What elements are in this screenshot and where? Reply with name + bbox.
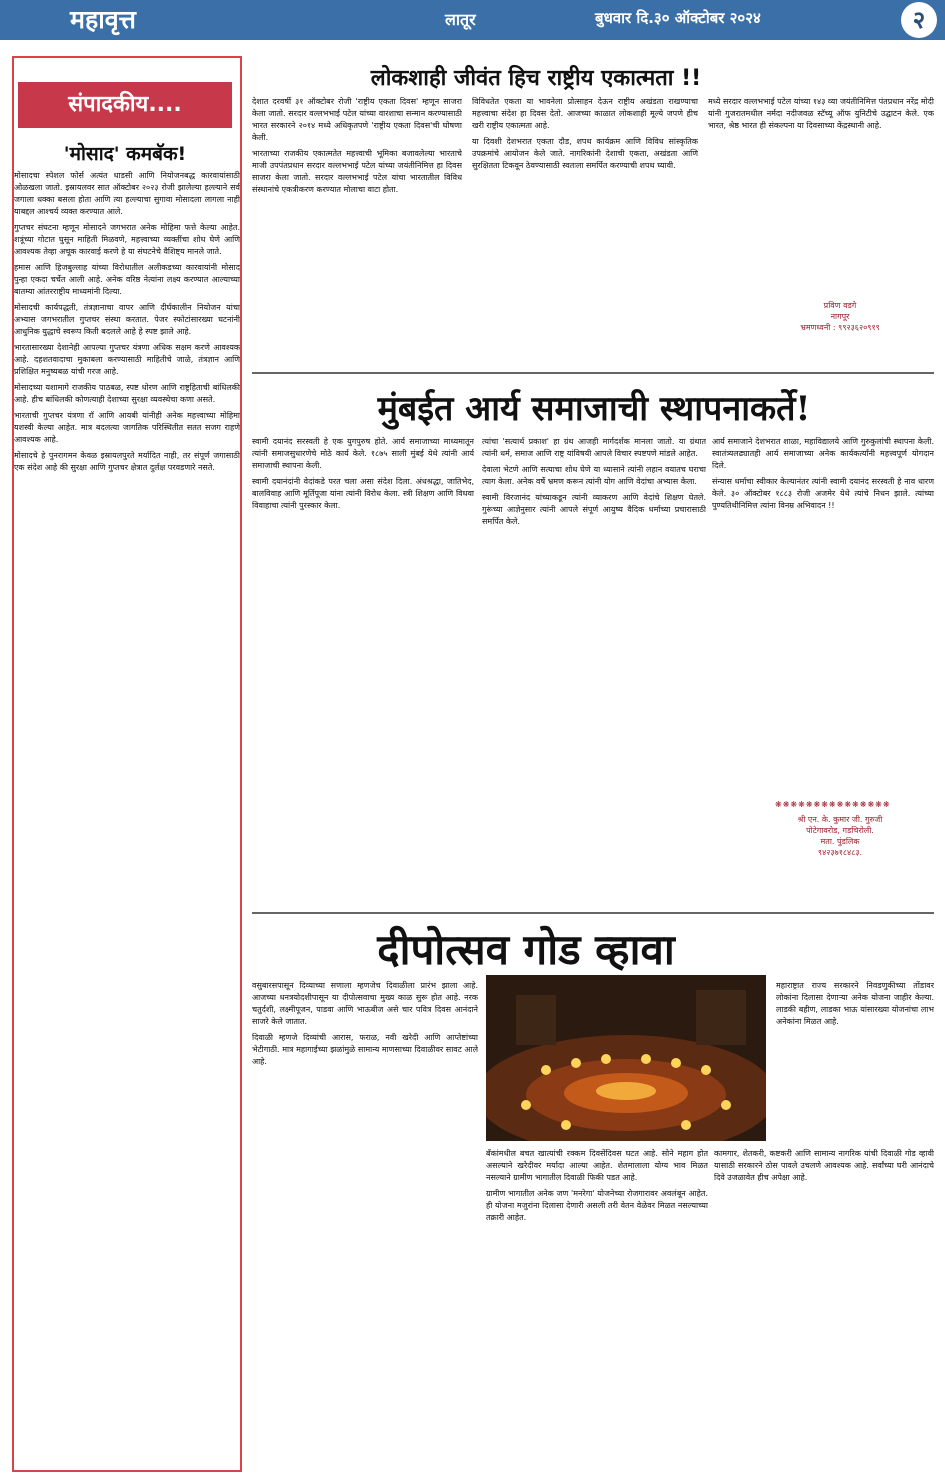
article3-paragraph: महाराष्ट्रात राज्य सरकारने निवडणुकीच्या तोंडावर लोकांना दिलासा देणाऱ्या अनेक योजना जाहीर केल्या. लाडकी बहीण, लाडका भाऊ यांसारख्या योजनांचा लाभ अनेकांना मिळत आहे. <box>776 981 934 1026</box>
article1-paragraph: देशात दरवर्षी ३१ ऑक्टोबर रोजी 'राष्ट्रीय एकता दिवस' म्हणून साजरा केला जातो. सरदार वल्लभभाई पटेल यांच्या वारशाचा सन्मान करण्यासाठी भारत सरकारने २०१४ मध्ये अधिकृतपणे 'राष्ट्रीय एकता दिवस'ची घोषणा केली. <box>252 97 462 142</box>
edition-date: बुधवार दि.३० ऑक्टोबर २०२४ <box>595 9 761 27</box>
article1-column <box>472 96 698 358</box>
article2-column <box>252 436 474 906</box>
article2-paragraph: स्वामी दयानंदांनी वेदांकडे परत चला असा संदेश दिला. अंधश्रद्धा, जातिभेद, बालविवाह आणि मूर्तिपूजा यांना त्यांनी विरोध केला. स्त्री शिक्षण आणि विधवा विवाहाचा त्यांनी पुरस्कार केला. <box>252 477 474 510</box>
article2-author: श्री एन. के. कुमार जी. गुरुजी <box>797 815 883 824</box>
article2-paragraph: स्वामी विरजानंद यांच्याकडून त्यांनी व्याकरण आणि वेदांचे शिक्षण घेतले. गुरूंच्या आज्ञेनुसार त्यांनी आपले संपूर्ण आयुष्य वैदिक धर्माच्या प्रचारासाठी समर्पित केले. <box>482 493 706 526</box>
article1-place: नागपूर <box>830 312 850 321</box>
article2-paragraph: स्वामी दयानंद सरस्वती हे एक युगपुरुष होते. आर्य समाजाच्या माध्यमातून त्यांनी समाजसुधारणेचे मोठे कार्य केले. १८७५ साली मुंबई येथे त्यांनी आर्य समाजाची स्थापना केली. <box>252 437 474 470</box>
article3-column <box>714 1148 934 1470</box>
article2-district: मता. पुंडलिक <box>820 837 860 846</box>
section-divider <box>252 912 934 914</box>
article3-paragraph: ग्रामीण भागातील अनेक जण 'मनरेगा' योजनेच्या रोजगारावर अवलंबून आहेत. ही योजना मजुरांना दिलासा देणारी असली तरी वेतन वेळेवर मिळत नसल्याच्या तक्रारी आहेत. <box>486 1189 708 1222</box>
article3-paragraph: बँकांमधील बचत खात्यांची रक्कम दिवसेंदिवस घटत आहे. सोने महाग होत असल्याने खरेदीवर मर्यादा आल्या आहेत. शेतमालाला योग्य भाव मिळत नसल्याने ग्रामीण भागातील दिवाळी फिकी पडत आहे. <box>486 1149 708 1182</box>
masthead <box>0 0 945 42</box>
article3-column <box>486 1148 708 1470</box>
article1-author: प्रविण वडगे <box>823 301 857 310</box>
article2-phone: ९४२३७१८४८३. <box>817 848 863 857</box>
article3-column <box>252 980 478 1470</box>
article1-column <box>252 96 462 358</box>
editorial-paragraph: गुप्तचर संघटना म्हणून मोसादने जगभरात अनेक मोहिमा फत्ते केल्या आहेत. शत्रूंच्या गोटात घुसून माहिती मिळवणे, महत्त्वाच्या व्यक्तींचा शोध घेणे आणि आवश्यक तेव्हा अचूक कारवाई करणे हे या संघटनेचे वैशिष्ट्य मानले जाते. <box>14 223 240 256</box>
article2-headline: मुंबईत आर्य समाजाची स्थापनाकर्ते! <box>377 389 811 429</box>
article3-paragraph: वसुबारसपासून दिव्याच्या सणाला म्हणजेच दिवाळीला प्रारंभ झाला आहे. आजच्या धनत्रयोदशीपासून या दीपोत्सवाचा मुख्य काळ सुरू होत आहे. नरक चतुर्दशी, लक्ष्मीपूजन, पाडवा आणि भाऊबीज असे चार पवित्र दिवस आनंदाने साजरे केले जातात. <box>252 981 478 1026</box>
article1-paragraph: भारताच्या राजकीय एकात्मतेत महत्त्वाची भूमिका बजावलेल्या भारताचे माजी उपपंतप्रधान सरदार वल्लभभाई पटेल यांच्या जयंतीनिमित्त हा दिवस साजरा केला जातो. सरदार वल्लभभाई पटेल यांचा भारतातील विविध संस्थानांचे एकत्रीकरण करण्यात मोलाचा वाटा होता. <box>252 149 462 194</box>
editorial-paragraph: भारताची गुप्तचर यंत्रणा रॉ आणि आयबी यांनीही अनेक महत्त्वाच्या मोहिमा यशस्वी केल्या आहेत. मात्र बदलत्या जागतिक परिस्थितीत सतत सजग राहणे आवश्यक आहे. <box>14 411 240 444</box>
editorial-paragraph: मोसादची कार्यपद्धती, तंत्रज्ञानाचा वापर आणि दीर्घकालीन नियोजन यांचा अभ्यास जगभरातील गुप्तचर संस्था करतात. पेजर स्फोटांसारख्या घटनांनी आधुनिक युद्धाचे स्वरूप किती बदलले आहे हे स्पष्ट झाले आहे. <box>14 303 240 336</box>
article2-paragraph: त्यांचा 'सत्यार्थ प्रकाश' हा ग्रंथ आजही मार्गदर्शक मानला जातो. या ग्रंथात त्यांनी धर्म, समाज आणि राष्ट्र यांविषयी आपले विचार स्पष्टपणे मांडले आहेत. <box>482 437 706 458</box>
diya-photo <box>486 975 766 1141</box>
newspaper-title: महावृत्त <box>70 5 136 34</box>
article1-paragraph: विविधतेत एकता या भावनेला प्रोत्साहन देऊन राष्ट्रीय अखंडता राखण्याचा महत्त्वाचा संदेश हा दिवस देतो. आजच्या काळात लोकशाही मूल्ये जपणे हीच खरी राष्ट्रीय एकात्मता आहे. <box>472 97 698 130</box>
article2-paragraph: आर्य समाजाने देशभरात शाळा, महाविद्यालये आणि गुरुकुलांची स्थापना केली. स्वातंत्र्यलढ्यातही आर्य समाजाच्या अनेक कार्यकर्त्यांनी महत्त्वपूर्ण योगदान दिले. <box>712 437 934 470</box>
editorial-paragraph: मोसादचे हे पुनरागमन केवळ इस्रायलपुरते मर्यादित नाही, तर संपूर्ण जगासाठी एक संदेश आहे की सुरक्षा आणि गुप्तचर क्षेत्रात दुर्लक्ष परवडणारे नसते. <box>14 451 240 472</box>
editorial-paragraph: मोसादच्या यशामागे राजकीय पाठबळ, स्पष्ट धोरण आणि राष्ट्रहिताची बांधिलकी आहे. हीच बांधिलकी कोणत्याही देशाच्या सुरक्षा व्यवस्थेचा कणा असते. <box>14 383 240 404</box>
article2-paragraph: संन्यास धर्माचा स्वीकार केल्यानंतर त्यांनी स्वामी दयानंद सरस्वती हे नाव धारण केले. ३० ऑक्टोबर १८८३ रोजी अजमेर येथे त्यांचे निधन झाले. त्यांच्या पुण्यतिथीनिमित्त त्यांना विनम्र अभिवादन !! <box>712 477 934 510</box>
article2-paragraph: देवाला भेटणे आणि सत्याचा शोध घेणे या ध्यासाने त्यांनी लहान वयातच घराचा त्याग केला. अनेक वर्षे भ्रमण करून त्यांनी योग आणि वेदांचा अभ्यास केला. <box>482 465 706 486</box>
edition-city: लातूर <box>445 10 476 29</box>
article3-column <box>776 980 934 1140</box>
article1-paragraph: मध्ये सरदार वल्लभभाई पटेल यांच्या १४३ व्या जयंतीनिमित्त पंतप्रधान नरेंद्र मोदी यांनी गुजरातमधील नर्मदा नदीजवळ स्टॅच्यू ऑफ युनिटीचे उद्घाटन केले. एक भारत, श्रेष्ठ भारत ही संकल्पना या दिवसाच्या केंद्रस्थानी आहे. <box>708 97 934 130</box>
section-divider <box>252 372 934 374</box>
editorial-paragraph: हमास आणि हिजबुल्लाह यांच्या विरोधातील अलीकडच्या कारवायांनी मोसाद पुन्हा एकदा चर्चेत आली आहे. अनेक वरिष्ठ नेत्यांना लक्ष्य करण्यात आल्याच्या बातम्या आंतरराष्ट्रीय माध्यमांनी दिल्या. <box>14 263 240 296</box>
article2-byline <box>760 814 920 858</box>
article1-paragraph: या दिवशी देशभरात एकता दौड, शपथ कार्यक्रम आणि विविध सांस्कृतिक उपक्रमांचे आयोजन केले जाते. नागरिकांनी देशाची एकता, अखंडता आणि सुरक्षितता टिकवून ठेवण्यासाठी स्वतःला समर्पित करण्याची शपथ घ्यावी. <box>472 137 698 170</box>
article2-column <box>712 436 934 784</box>
article1-byline <box>780 300 900 333</box>
editorial-body <box>14 170 240 1466</box>
article2-column <box>482 436 706 906</box>
editorial-paragraph: मोसादचा स्पेशल फोर्स अत्यंत धाडसी आणि नियोजनबद्ध कारवायांसाठी ओळखला जातो. इस्रायलवर सात ऑक्टोबर २०२३ रोजी झालेल्या हल्ल्याने सर्व जगाला धक्का बसला होता आणि त्या हल्ल्याचा सुगावा मोसादला लागला नाही याबद्दल आश्चर्य व्यक्त करण्यात आले. <box>14 171 240 216</box>
article3-paragraph: दिवाळी म्हणजे दिव्यांची आरास, फराळ, नवी खरेदी आणि आप्तेष्टांच्या भेटीगाठी. मात्र महागाईच्या झळांमुळे सामान्य माणसाच्या दिवाळीवर सावट आले आहे. <box>252 1033 478 1066</box>
editorial-section-label: संपादकीय.... <box>18 82 232 128</box>
article3-headline: दीपोत्सव गोड व्हावा <box>377 925 675 974</box>
editorial-paragraph: भारतासारख्या देशानेही आपल्या गुप्तचर यंत्रणा अधिक सक्षम करणे आवश्यक आहे. दहशतवादाचा मुकाबला करण्यासाठी माहितीचे जाळे, तंत्रज्ञान आणि प्रशिक्षित मनुष्यबळ यांची गरज आहे. <box>14 343 240 376</box>
diya-photo-image <box>486 975 766 1141</box>
article1-headline: लोकशाही जीवंत हिच राष्ट्रीय एकात्मता !! <box>370 66 702 91</box>
article1-column <box>708 96 934 294</box>
editorial-title: 'मोसाद' कमबॅक! <box>63 143 187 165</box>
article1-phone: भ्रमणध्वनी : ९९२३६२०९१९ <box>800 323 880 332</box>
article3-paragraph: कामगार, शेतकरी, कष्टकरी आणि सामान्य नागरिक यांची दिवाळी गोड व्हावी यासाठी सरकारने ठोस पावले उचलणे आवश्यक आहे. सर्वांच्या घरी आनंदाचे दिवे उजळावेत हीच अपेक्षा आहे. <box>714 1149 934 1182</box>
page-number: २ <box>901 2 937 38</box>
article2-ornament: ❋❋❋❋❋❋❋❋❋❋❋❋❋❋❋ <box>775 800 891 809</box>
article2-address: पोटेगावरोड, गडचिरोली. <box>806 826 874 835</box>
